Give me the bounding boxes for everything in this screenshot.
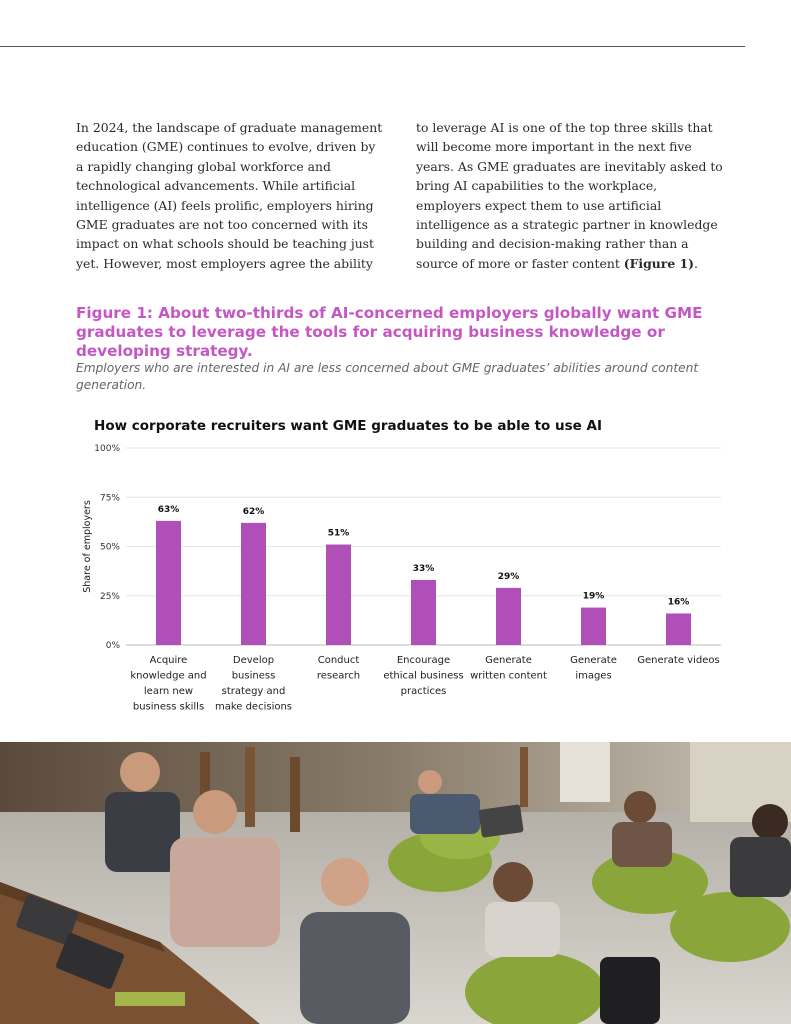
x-tick-label (570, 655, 617, 682)
bar-value-label: 29% (497, 571, 520, 582)
figure-reference: (Figure 1) (623, 255, 694, 271)
x-tick-label (637, 655, 719, 666)
x-tick-label-line: Generate (485, 655, 532, 666)
y-tick-label: 75% (99, 493, 120, 504)
x-tick-label-line: Encourage (396, 655, 451, 666)
body-text-right-column (416, 118, 726, 273)
x-tick-label (383, 655, 463, 697)
x-tick-label-line: written content (470, 670, 547, 682)
bar-value-label: 63% (157, 504, 180, 515)
y-tick-label: 50% (99, 542, 120, 553)
bar-value-label: 19% (582, 591, 605, 602)
x-tick-label-line: practices (400, 686, 447, 697)
x-tick-label-line: knowledge and (130, 670, 207, 682)
bar (241, 523, 266, 645)
x-tick-label-line: business skills (132, 701, 205, 713)
x-tick-label (215, 655, 292, 713)
x-tick-label-line: business (231, 670, 276, 682)
x-tick-label-line: learn new (143, 686, 194, 697)
figure-title: Figure 1: About two-thirds of AI-concerned employers globally want GME graduates to leverage the tools for acquiring business knowledge or developing strategy. (76, 304, 703, 360)
chart-title: How corporate recruiters want GME graduates to be able to use AI (94, 418, 602, 434)
x-tick-label-line: Acquire (149, 655, 188, 666)
y-tick-label: 25% (99, 591, 120, 602)
bar (326, 545, 351, 645)
x-tick-label-line: Develop (232, 655, 275, 666)
x-tick-label (470, 655, 547, 682)
x-tick-label-line: strategy and (221, 686, 286, 697)
body-paragraph-left: In 2024, the landscape of graduate management education (GME) continues to evolve, driven by a rapidly changing global workforce and technological advancements. While artificial intelligence (AI) feels prolific, employers hiring GME graduates are not too concerned with its impact on what schools should be teaching just yet. However, most employers agree the ability (76, 120, 383, 271)
body-text-left-column (76, 118, 386, 273)
body-paragraph-right-end: . (694, 255, 698, 271)
x-tick-label (130, 655, 206, 713)
body-paragraph-right: to leverage AI is one of the top three skills that will become more important in the next five years. As GME graduates are inevitably asked to bring AI capabilities to the workplace, employers expect them to use artificial intelligence as a strategic partner in knowledge building and decision-making rather than a source of more or faster content (416, 120, 723, 271)
y-axis-label: Share of employers (82, 500, 93, 593)
y-tick-label: 100% (94, 444, 120, 454)
y-tick-label: 0% (105, 641, 120, 651)
bar (666, 613, 691, 645)
x-tick-label-line: Generate (570, 655, 617, 666)
bar-value-label: 16% (667, 597, 690, 608)
x-tick-label-line: images (575, 670, 612, 682)
x-tick-label (317, 655, 360, 682)
students-photo (0, 742, 791, 1024)
x-tick-label-line: make decisions (214, 701, 293, 713)
x-tick-label-line: Generate videos (637, 655, 720, 666)
bar (411, 580, 436, 645)
x-tick-label-line: Conduct (317, 655, 360, 666)
x-tick-label-line: research (316, 670, 361, 682)
bar (581, 608, 606, 645)
bar (156, 521, 181, 645)
top-rule (0, 46, 745, 47)
bar-value-label: 33% (412, 563, 435, 574)
bar-value-label: 62% (242, 506, 265, 517)
x-tick-label-line: ethical business (383, 670, 464, 682)
figure-subtitle: Employers who are interested in AI are less concerned about GME graduates’ abilities around content generation. (76, 361, 699, 392)
bar-value-label: 51% (327, 528, 350, 539)
bar (496, 588, 521, 645)
bar-chart (76, 408, 736, 718)
